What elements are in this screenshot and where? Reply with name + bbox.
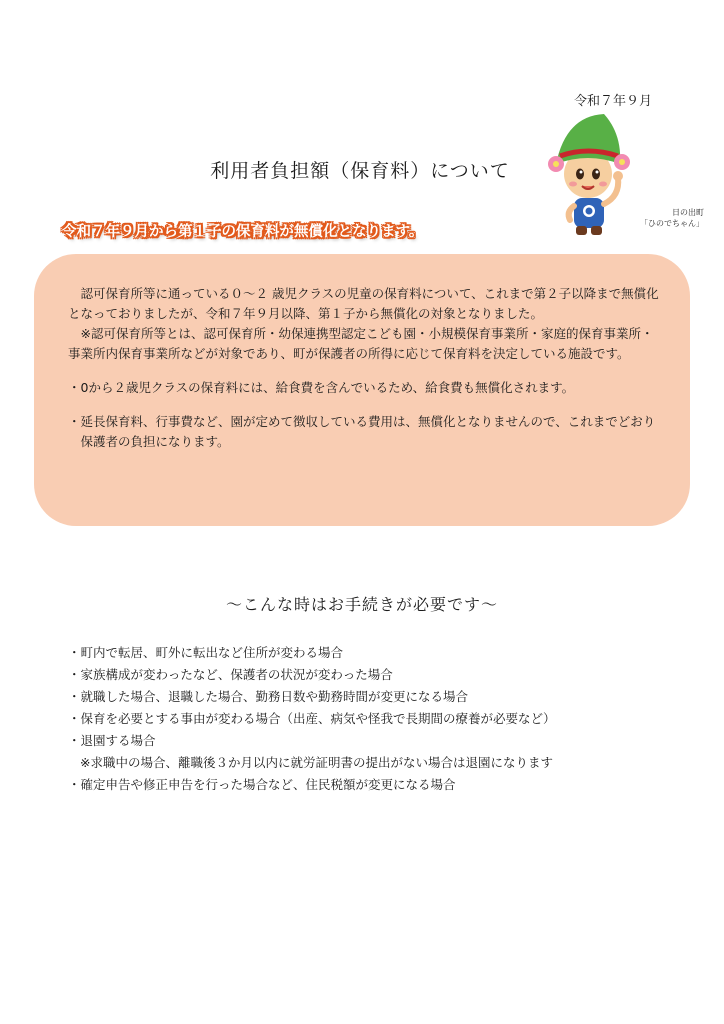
list-item: ・退園する場合 xyxy=(68,733,156,748)
list-item: ・就職した場合、退職した場合、勤務日数や勤務時間が変更になる場合 xyxy=(68,689,469,704)
info-bullet-fees: ・延長保育料、行事費など、園が定めて徴収している費用は、無償化となりませんので、これまでどおり保護者の負担になります。 xyxy=(68,414,656,449)
info-content xyxy=(68,284,660,452)
procedures-heading: 〜こんな時はお手続きが必要です〜 xyxy=(225,595,498,614)
info-paragraph-main: 認可保育所等に通っている０〜２ 歳児クラスの児童の保育料について、これまで第２子以降まで無償化となっておりましたが、令和７年９月以降、第１子から無償化の対象となりました。 xyxy=(68,286,659,321)
date-label: 令和７年９月 xyxy=(573,94,652,109)
page-title: 利用者負担額（保育料）について xyxy=(210,160,510,182)
highlight-banner: 令和７年９月から第１子の保育料が無償化となります。 xyxy=(62,224,424,240)
info-paragraph-note: ※認可保育所等とは、認可保育所・幼保連携型認定こども園・小規模保育事業所・家庭的保育事業所・事業所内保育事業所などが対象であり、町が保護者の所得に応じて保育料を決定している施設です。 xyxy=(68,326,654,361)
mascot-caption-name: 「ひのでちゃん」 xyxy=(640,219,704,228)
list-item: ・確定申告や修正申告を行った場合など、住民税額が変更になる場合 xyxy=(68,777,456,792)
list-item: ・家族構成が変わったなど、保護者の状況が変わった場合 xyxy=(68,667,393,682)
list-item: ・町内で転居、町外に転出など住所が変わる場合 xyxy=(68,645,344,660)
list-item-note: ※求職中の場合、離職後３か月以内に就労証明書の提出がない場合は退園になります xyxy=(80,755,553,770)
mascot-caption xyxy=(620,207,704,229)
info-box xyxy=(34,254,690,526)
procedures-list xyxy=(68,642,688,796)
mascot-caption-town: 日の出町 xyxy=(672,208,704,217)
list-item: ・保育を必要とする事由が変わる場合（出産、病気や怪我で長期間の療養が必要など） xyxy=(68,711,556,726)
info-bullet-meal: ・0から２歳児クラスの保育料には、給食費を含んでいるため、給食費も無償化されます。 xyxy=(68,380,575,395)
